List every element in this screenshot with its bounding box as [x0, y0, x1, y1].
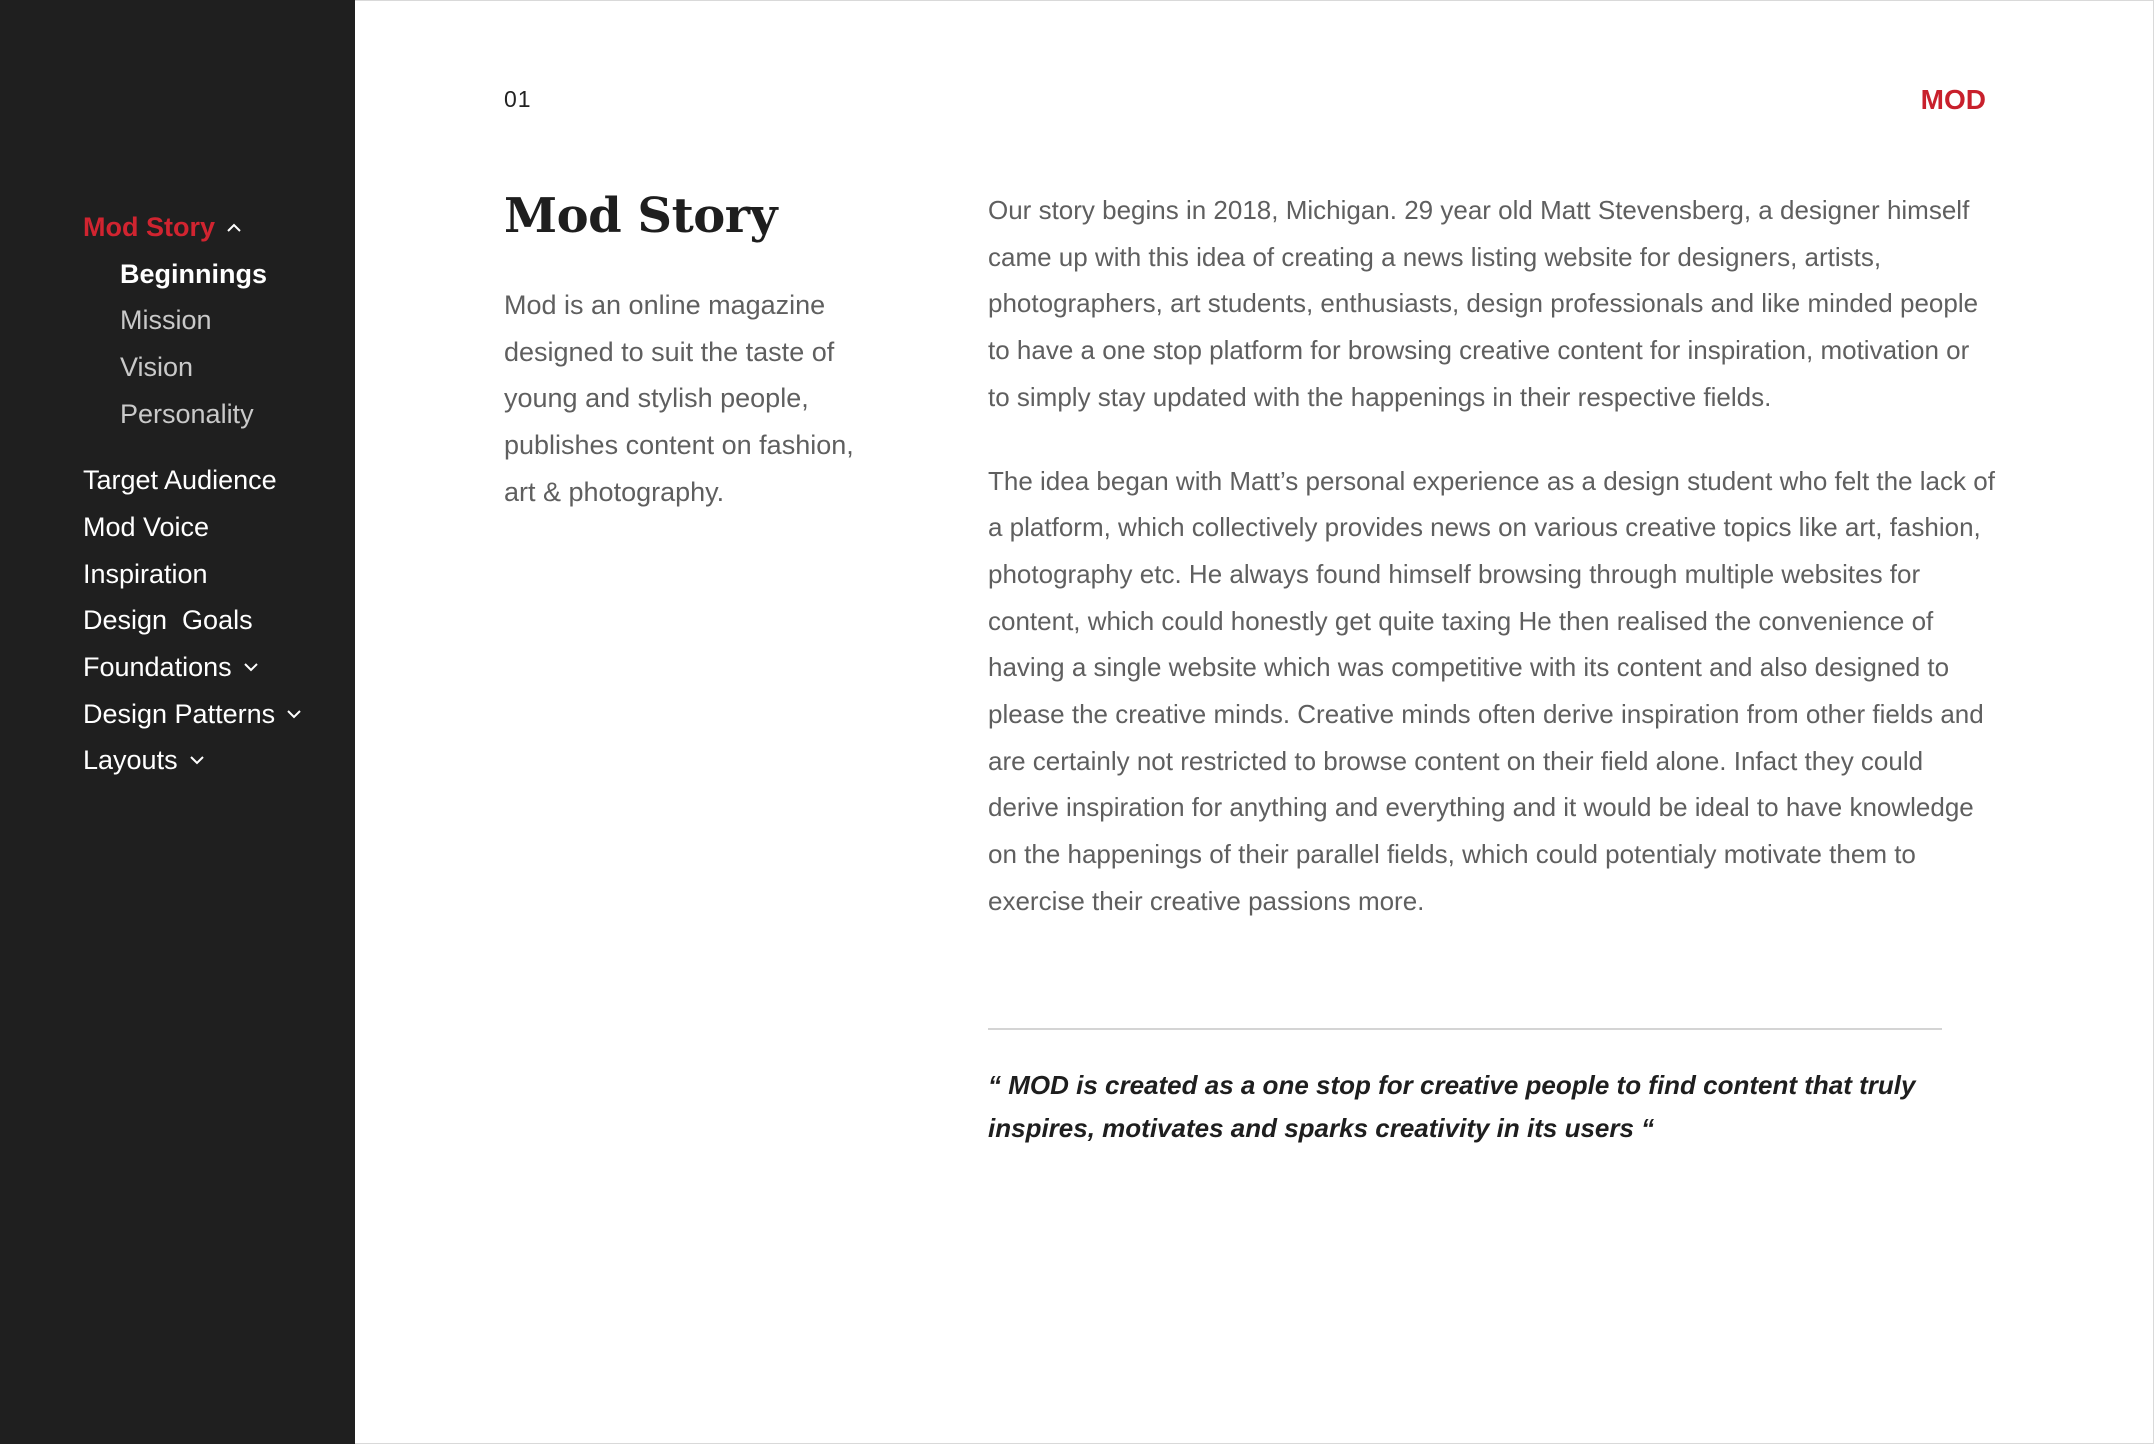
chevron-down-icon[interactable] [287, 710, 301, 719]
sidebar-item-foundations[interactable] [83, 644, 301, 691]
sidebar-item-label: Inspiration [83, 558, 208, 589]
sidebar-subnav [83, 251, 301, 438]
page-number: 01 [504, 86, 532, 112]
story-body [988, 187, 1998, 962]
sidebar-item-label: Target Audience [83, 465, 277, 496]
sidebar-nav [83, 204, 301, 784]
sidebar-item-target-audience[interactable] [83, 457, 301, 504]
sidebar-subitem-beginnings[interactable] [120, 251, 301, 298]
pull-quote: “ MOD is created as a one stop for creative people to find content that truly inspires, motivates and sparks creativity in its users “ [988, 1070, 1916, 1143]
sidebar-item-inspiration[interactable] [83, 551, 301, 598]
page-title: Mod Story [504, 188, 777, 244]
chevron-down-icon[interactable] [190, 756, 204, 765]
sidebar-subitem-mission[interactable] [120, 297, 301, 344]
sidebar-item-label: Design Patterns [83, 698, 276, 729]
brand-logo[interactable]: MOD [1920, 84, 1986, 115]
sidebar-subitem-personality[interactable] [120, 391, 301, 438]
sidebar-item-mod-story[interactable] [83, 204, 301, 251]
divider [988, 1028, 1942, 1030]
sidebar-item-label: Vision [120, 351, 194, 382]
sidebar-item-label: Mod Voice [83, 511, 210, 542]
sidebar-item-label: Layouts [83, 745, 178, 776]
story-paragraph: The idea began with Matt’s personal experience as a design student who felt the lack of a platform, which collectively provides news on various creative topics like art, fashion, photography etc. He always found himself browsing through multiple websites for content, which could honestly get quite taxing He then realised the convenience of having a single website which was competitive with its content and also designed to please the creative minds. Creative minds often derive inspiration from other fields and are certainly not restricted to browse content on their field alone. Infact they could derive inspiration for anything and everything and it would be ideal to have knowledge on the happenings of their parallel fields, which could potentialy motivate them to exercise their creative passions more. [988, 465, 1995, 916]
sidebar-item-design-goals[interactable] [83, 598, 301, 645]
chevron-up-icon[interactable] [227, 223, 241, 232]
intro-text: Mod is an online magazine designed to suit the taste of young and stylish people, publishes content on fashion, art & photography. [504, 290, 854, 507]
sidebar-item-label: Mod Story [83, 211, 215, 242]
sidebar-item-label: Foundations [83, 652, 232, 683]
sidebar-item-label: Mission [120, 305, 212, 336]
story-paragraph: Our story begins in 2018, Michigan. 29 year old Matt Stevensberg, a designer himself came up with this idea of creating a news listing website for designers, artists, photographers, art students, enthusiasts, design professionals and like minded people to have a one stop platform for browsing creative content for inspiration, motivation or to simply stay updated with the happenings in their respective fields. [988, 195, 1979, 412]
sidebar-item-mod-voice[interactable] [83, 504, 301, 551]
sidebar-item-layouts[interactable] [83, 738, 301, 785]
sidebar-item-label: Design Goals [83, 605, 253, 636]
sidebar-subitem-vision[interactable] [120, 344, 301, 391]
sidebar [0, 0, 355, 1444]
chevron-down-icon[interactable] [244, 663, 258, 672]
sidebar-item-label: Personality [120, 398, 254, 429]
sidebar-item-design-patterns[interactable] [83, 691, 301, 738]
sidebar-item-label: Beginnings [120, 258, 267, 289]
